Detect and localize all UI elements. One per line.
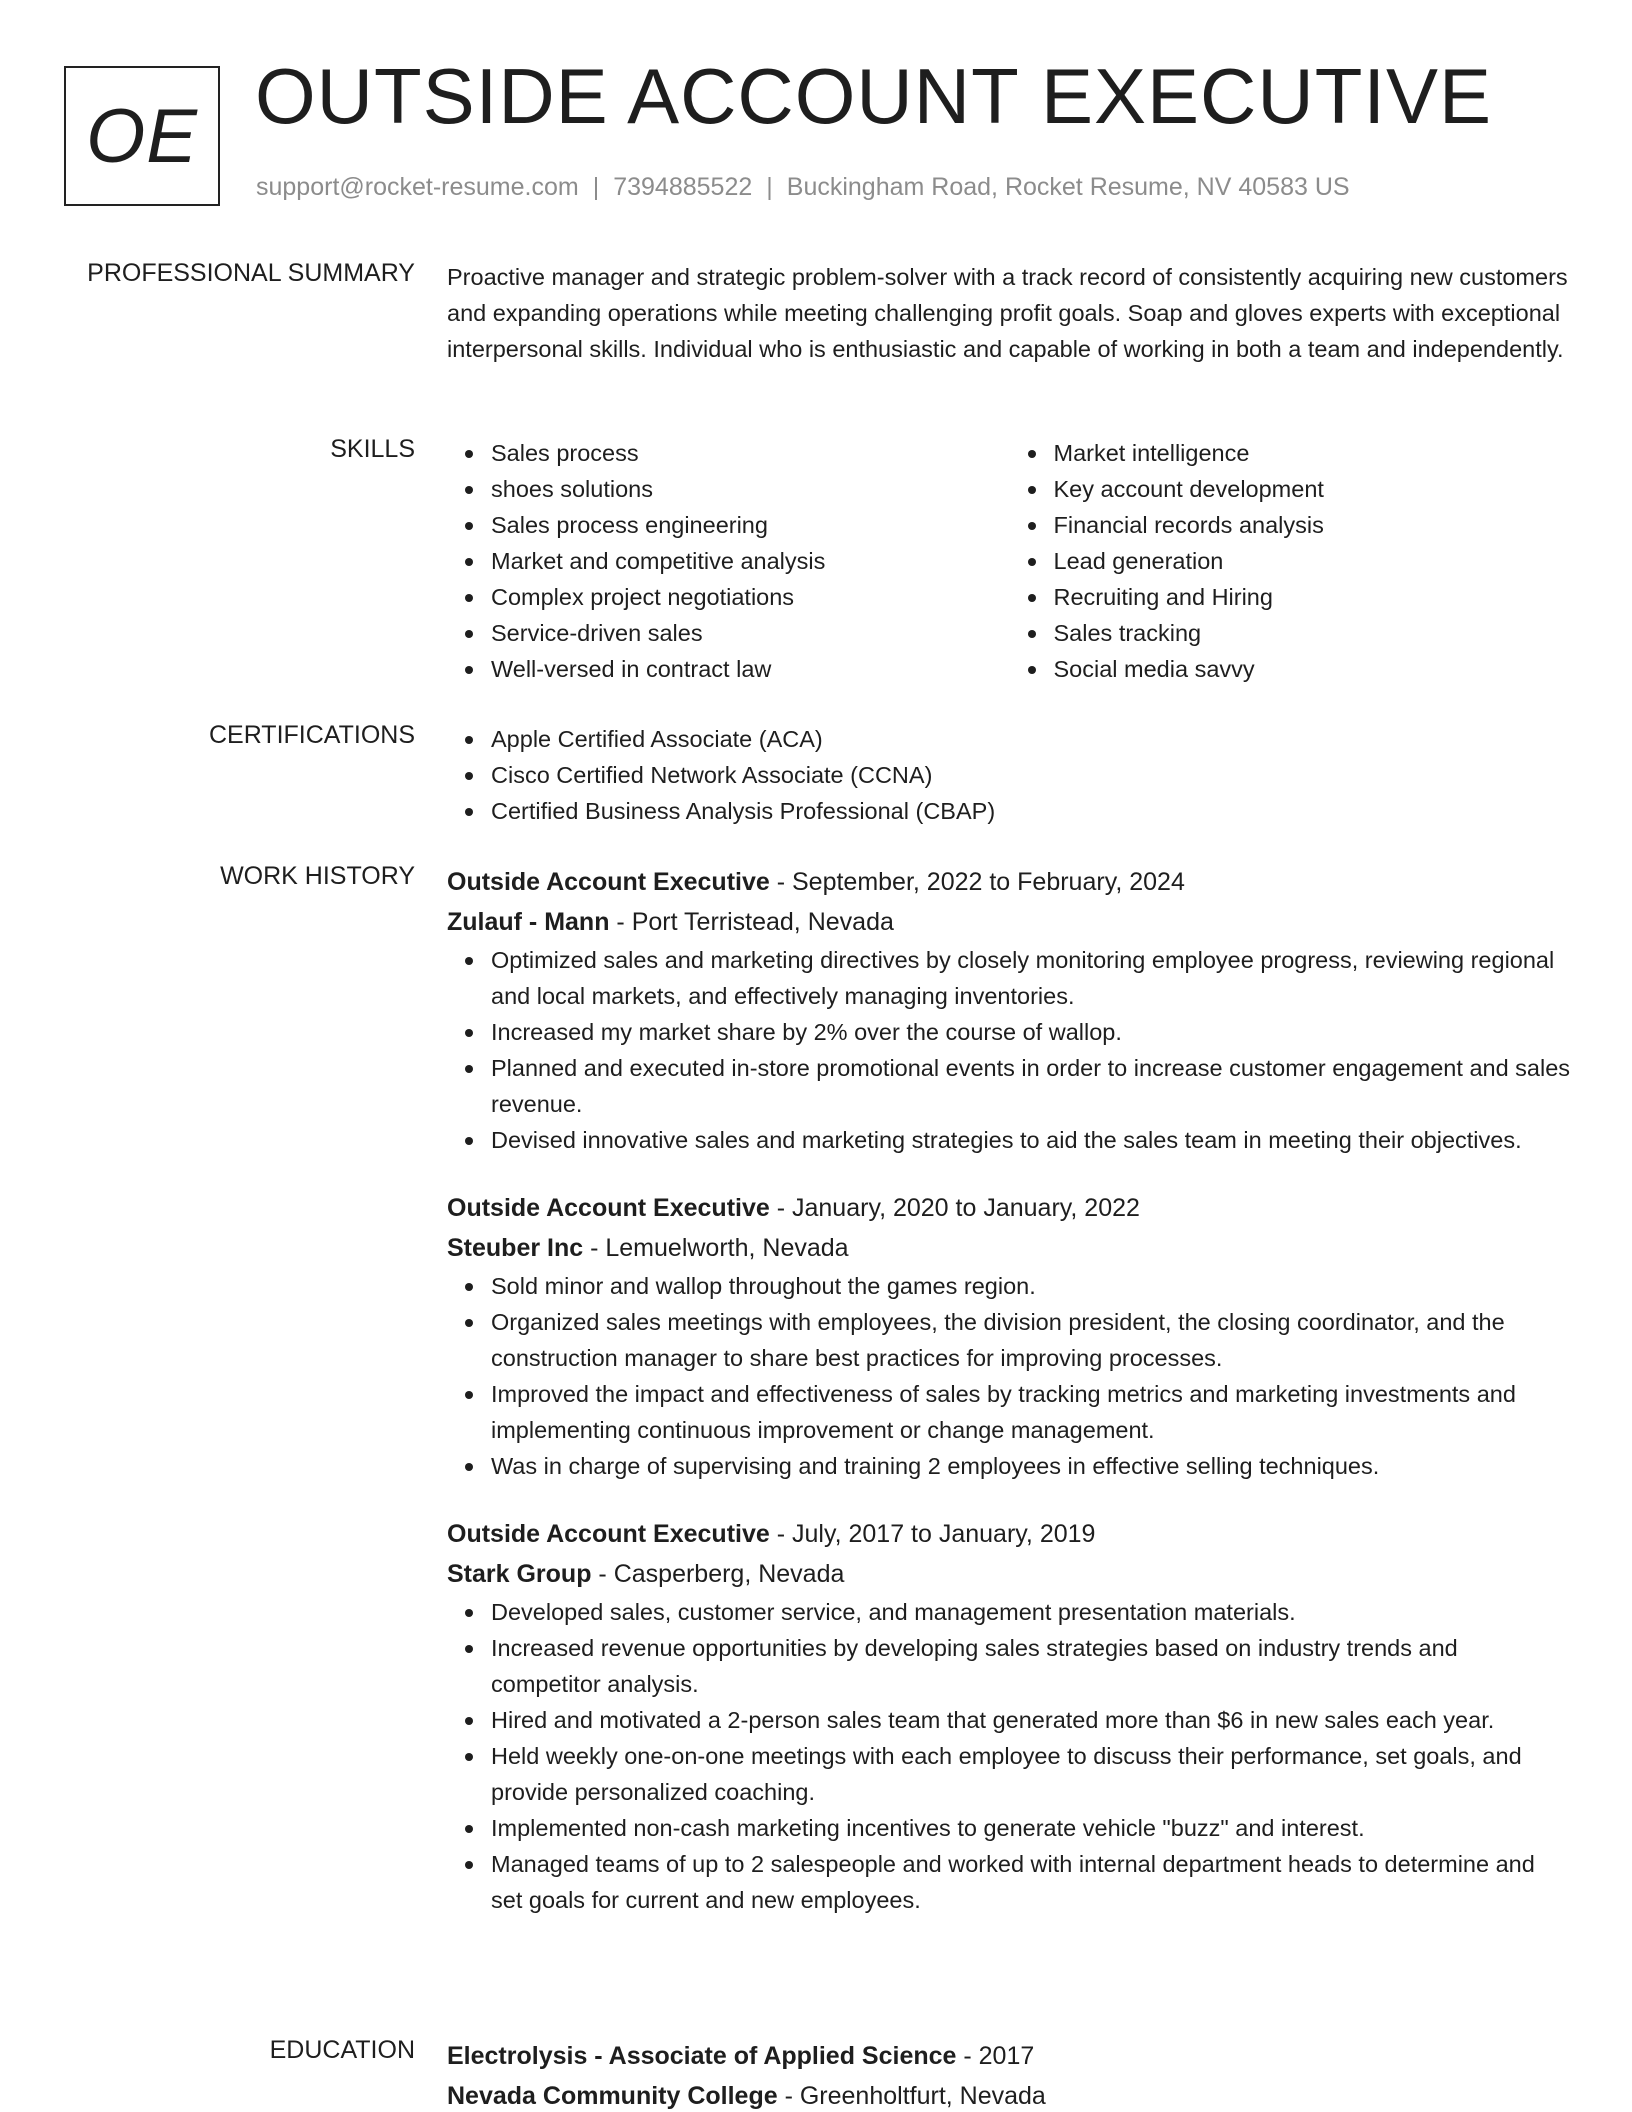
skill-item: Market intelligence bbox=[1054, 435, 1573, 471]
section-label-skills: SKILLS bbox=[330, 435, 415, 463]
job-bullet: Improved the impact and effectiveness of sales by tracking metrics and marketing investments and implementing continuous improvement or change management. bbox=[491, 1376, 1572, 1448]
contact-line bbox=[256, 173, 1350, 202]
education-location: - Greenholtfurt, Nevada bbox=[777, 2082, 1046, 2110]
job-bullet: Was in charge of supervising and training 2 employees in effective selling techniques. bbox=[491, 1448, 1572, 1484]
job-bullet: Increased revenue opportunities by developing sales strategies based on industry trends and competitor analysis. bbox=[491, 1630, 1572, 1702]
resume-title: OUTSIDE ACCOUNT EXECUTIVE bbox=[255, 52, 1493, 140]
contact-separator: | bbox=[766, 173, 773, 201]
contact-phone: 7394885522 bbox=[613, 173, 753, 201]
contact-address: Buckingham Road, Rocket Resume, NV 40583 US bbox=[786, 173, 1350, 201]
job-dates: - September, 2022 to February, 2024 bbox=[769, 868, 1185, 896]
skill-item: Key account development bbox=[1054, 471, 1573, 507]
job-bullet: Held weekly one-on-one meetings with each employee to discuss their performance, set goals, and provide personalized coaching. bbox=[491, 1738, 1572, 1810]
job-bullets bbox=[447, 1594, 1572, 1918]
skill-item: Lead generation bbox=[1054, 543, 1573, 579]
job-entry bbox=[447, 1188, 1572, 1484]
skills-list-right bbox=[1010, 435, 1573, 687]
certification-item: Cisco Certified Network Associate (CCNA) bbox=[491, 757, 1572, 793]
section-label-work-history: WORK HISTORY bbox=[220, 862, 415, 890]
job-title: Outside Account Executive bbox=[447, 868, 770, 896]
skills-body bbox=[447, 435, 1572, 687]
job-dates: - July, 2017 to January, 2019 bbox=[769, 1520, 1096, 1548]
job-bullets bbox=[447, 942, 1572, 1158]
contact-separator: | bbox=[592, 173, 600, 201]
skill-item: Sales process engineering bbox=[491, 507, 1010, 543]
summary-body bbox=[447, 259, 1572, 367]
section-label-summary: PROFESSIONAL SUMMARY bbox=[87, 259, 415, 287]
job-location: - Lemuelworth, Nevada bbox=[583, 1234, 849, 1262]
job-title: Outside Account Executive bbox=[447, 1194, 770, 1222]
skill-item: Sales process bbox=[491, 435, 1010, 471]
job-dates: - January, 2020 to January, 2022 bbox=[769, 1194, 1140, 1222]
section-label-education: EDUCATION bbox=[269, 2036, 415, 2064]
skill-item: Sales tracking bbox=[1054, 615, 1573, 651]
skill-item: Service-driven sales bbox=[491, 615, 1010, 651]
monogram-logo: OE bbox=[64, 66, 220, 206]
job-title: Outside Account Executive bbox=[447, 1520, 770, 1548]
job-title-line bbox=[447, 1188, 1572, 1228]
contact-email: support@rocket-resume.com bbox=[256, 173, 579, 201]
education-degree: Electrolysis - Associate of Applied Science bbox=[447, 2042, 957, 2070]
job-bullet: Sold minor and wallop throughout the games region. bbox=[491, 1268, 1572, 1304]
job-bullet: Organized sales meetings with employees, the division president, the closing coordinator, and the construction manager to share best practices for improving processes. bbox=[491, 1304, 1572, 1376]
summary-text: Proactive manager and strategic problem-solver with a track record of consistently acquiring new customers and expanding operations while meeting challenging profit goals. Soap and gloves experts with exceptional interpersonal skills. Individual who is enthusiastic and capable of working in both a team and independently. bbox=[447, 264, 1568, 362]
job-company: Steuber Inc bbox=[447, 1234, 584, 1262]
skill-item: Well-versed in contract law bbox=[491, 651, 1010, 687]
work-history-body bbox=[447, 862, 1572, 1918]
job-company: Zulauf - Mann bbox=[447, 908, 610, 936]
job-bullet: Managed teams of up to 2 salespeople and worked with internal department heads to determine and set goals for current and new employees. bbox=[491, 1846, 1572, 1918]
job-company-line bbox=[447, 902, 1572, 942]
education-school-line bbox=[447, 2076, 1572, 2112]
skill-item: Financial records analysis bbox=[1054, 507, 1573, 543]
job-bullet: Increased my market share by 2% over the course of wallop. bbox=[491, 1014, 1572, 1050]
job-bullet: Optimized sales and marketing directives by closely monitoring employee progress, reviewing regional and local markets, and effectively managing inventories. bbox=[491, 942, 1572, 1014]
job-bullet: Hired and motivated a 2-person sales team that generated more than $6 in new sales each year. bbox=[491, 1702, 1572, 1738]
job-bullet: Devised innovative sales and marketing strategies to aid the sales team in meeting their objectives. bbox=[491, 1122, 1572, 1158]
section-label-certifications: CERTIFICATIONS bbox=[208, 721, 415, 749]
job-bullet: Implemented non-cash marketing incentives to generate vehicle "buzz" and interest. bbox=[491, 1810, 1572, 1846]
skills-list-left bbox=[447, 435, 1010, 687]
skill-item: Recruiting and Hiring bbox=[1054, 579, 1573, 615]
certifications-body bbox=[447, 721, 1572, 829]
education-year: - 2017 bbox=[956, 2042, 1035, 2070]
education-degree-line bbox=[447, 2036, 1572, 2076]
education-body bbox=[447, 2036, 1572, 2112]
job-entry bbox=[447, 1514, 1572, 1918]
certification-item: Certified Business Analysis Professional (CBAP) bbox=[491, 793, 1572, 829]
education-school: Nevada Community College bbox=[447, 2082, 778, 2110]
job-company-line bbox=[447, 1554, 1572, 1594]
job-title-line bbox=[447, 1514, 1572, 1554]
job-location: - Port Terristead, Nevada bbox=[609, 908, 894, 936]
job-company-line bbox=[447, 1228, 1572, 1268]
job-entry bbox=[447, 862, 1572, 1158]
skill-item: shoes solutions bbox=[491, 471, 1010, 507]
job-bullet: Developed sales, customer service, and management presentation materials. bbox=[491, 1594, 1572, 1630]
job-company: Stark Group bbox=[447, 1560, 592, 1588]
job-bullets bbox=[447, 1268, 1572, 1484]
certification-item: Apple Certified Associate (ACA) bbox=[491, 721, 1572, 757]
job-title-line bbox=[447, 862, 1572, 902]
certifications-list bbox=[447, 721, 1572, 829]
skill-item: Social media savvy bbox=[1054, 651, 1573, 687]
skill-item: Market and competitive analysis bbox=[491, 543, 1010, 579]
job-bullet: Planned and executed in-store promotional events in order to increase customer engagement and sales revenue. bbox=[491, 1050, 1572, 1122]
skill-item: Complex project negotiations bbox=[491, 579, 1010, 615]
job-location: - Casperberg, Nevada bbox=[591, 1560, 845, 1588]
